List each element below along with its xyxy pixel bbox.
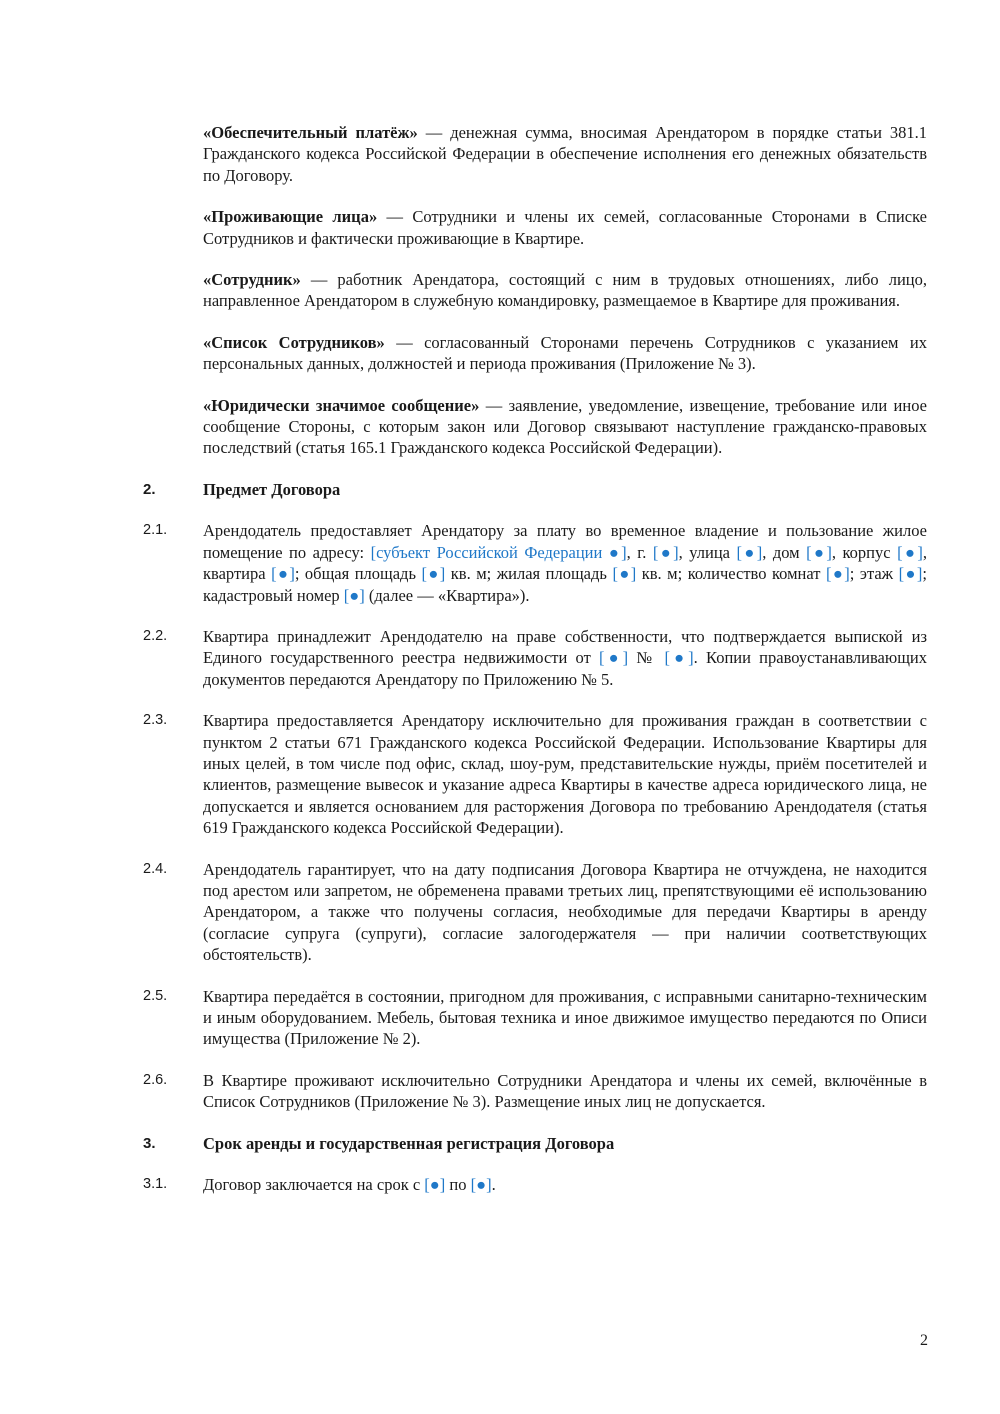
placeholder-extract-date[interactable]: [●] (599, 648, 629, 668)
definition-residents (203, 206, 927, 249)
clause-2-2 (143, 626, 927, 690)
clause-number: 2.3. (143, 712, 168, 729)
clause-text: Квартира предоставляется Арендатору исключительно для проживания граждан в соответствии с пунктом 2 статьи 671 Гражданского кодекса Российской Федерации. Использование Квартиры для иных целей, в том числе под офис, склад, шоу-рум, представительские нужды, приём посетителей и клиентов, размещение вывесок и указание адреса Квартиры в качестве адреса юридического лица, не допускается и является основанием для расторжения Договора по требованию Арендодателя (статья 619 Гражданского кодекса Российской Федерации). (203, 711, 927, 838)
section-number: 3. (143, 1134, 156, 1152)
clause-number: 2.1. (143, 522, 168, 539)
placeholder-term-from[interactable]: [●] (424, 1175, 446, 1195)
clause-2-5 (143, 986, 927, 1050)
text-run: (далее — «Квартира»). (364, 585, 530, 605)
text-run: кв. м; количество комнат (636, 564, 827, 584)
definition-text: — Сотрудники и члены их семей, согласованные Сторонами в Списке Сотрудников и фактически проживающие в Квартире. (203, 207, 927, 248)
definition-text: — заявление, уведомление, извещение, требование или иное сообщение Стороны, с которым закон или Договор связывают наступление гражданско-правовых последствий (статья 165.1 Гражданского кодекса Российской Федерации). (203, 395, 927, 458)
placeholder-term-to[interactable]: [●] (470, 1175, 492, 1195)
page-content (143, 122, 928, 1215)
placeholder-street[interactable]: [●] (736, 542, 763, 562)
clause-text: В Квартире проживают исключительно Сотрудники Арендатора и члены их семей, включённые в Список Сотрудников (Приложение № 3). Размещение иных лиц не допускается. (203, 1070, 927, 1112)
placeholder-living-area[interactable]: [●] (612, 564, 637, 584)
clause-number: 2.5. (143, 987, 168, 1004)
clause-number: 2.4. (143, 860, 168, 877)
text-run: № (628, 648, 665, 668)
page-number: 2 (920, 1332, 928, 1349)
text-run: Договор заключается на срок с (203, 1175, 425, 1195)
text-run: , г. (626, 542, 653, 562)
definition-text: — согласованный Сторонами перечень Сотрудников с указанием их персональных данных, должностей и периода проживания (Приложение № 3). (203, 332, 927, 374)
clause-number: 3.1. (143, 1176, 168, 1193)
text-run: , дом (762, 542, 807, 562)
text-run: Арендодатель предоставляет Арендатору за плату во временное владение и пользование жилое помещение по адресу: (203, 521, 927, 562)
definition-legal-message (203, 395, 927, 459)
text-run: , улица (678, 542, 737, 562)
placeholder-rooms[interactable]: [●] (826, 564, 850, 584)
placeholder-floor[interactable]: [●] (898, 564, 923, 584)
clause-3-1 (143, 1174, 927, 1195)
clause-2-3 (143, 710, 927, 838)
clause-text: Квартира передаётся в состоянии, пригодном для проживания, с исправными санитарно-техническим и иным оборудованием. Мебель, бытовая техника и иное движимое имущество передаются по Описи имущества (Приложение № 2). (203, 986, 927, 1049)
text-run: . Копии правоустанавливающих документов передаются Арендатору по Приложению № 5. (203, 648, 927, 689)
definition-text: — денежная сумма, вносимая Арендатором в порядке статьи 381.1 Гражданского кодекса Российской Федерации в обеспечение исполнения его денежных обязательств по Договору. (203, 123, 928, 185)
placeholder-total-area[interactable]: [●] (421, 564, 446, 584)
definition-term: «Обеспечительный платёж» (203, 123, 418, 142)
definition-security-payment (203, 122, 927, 186)
definition-text: — работник Арендатора, состоящий с ним в трудовых отношениях, либо лицо, направленное Арендатором в служебную командировку, размещаемое в Квартире для проживания. (203, 270, 927, 311)
clause-text (203, 1174, 927, 1195)
text-run: ; кадастровый номер (203, 564, 927, 605)
placeholder-house[interactable]: [●] (806, 542, 832, 562)
clause-2-4 (143, 859, 927, 966)
placeholder-building[interactable]: [●] (897, 542, 923, 562)
clause-text (203, 626, 927, 690)
definition-term: «Юридически значимое сообщение» (203, 395, 480, 415)
definition-employee-list (203, 332, 927, 375)
definition-term: «Сотрудник» (203, 270, 301, 290)
section-title: Срок аренды и государственная регистрация Договора (203, 1133, 615, 1153)
text-run: Квартира принадлежит Арендодателю на праве собственности, что подтверждается выпиской из Единого государственного реестра недвижимости от (203, 626, 927, 668)
clause-text (203, 520, 927, 606)
clause-text: Арендодатель гарантирует, что на дату подписания Договора Квартира не отчуждена, не находится под арестом или запретом, не обременена правами третьих лиц, препятствующими её использованию Арендатором, а также что получены согласия, необходимые для передачи Квартиры в аренду (согласие супруга (супруги), согласие залогодержателя — при наличии соответствующих обстоятельств). (203, 859, 927, 965)
text-run: ; этаж (849, 564, 899, 584)
section-2-heading (143, 479, 927, 500)
text-run: . (491, 1175, 496, 1195)
section-number: 2. (143, 480, 156, 498)
text-run: кв. м; жилая площадь (445, 564, 613, 584)
text-run: , квартира (203, 542, 927, 584)
clause-2-6 (143, 1070, 927, 1113)
placeholder-subject[interactable]: [субъект Российской Федерации ●] (370, 542, 627, 562)
text-run: , корпус (831, 542, 898, 562)
definition-employee (203, 269, 927, 312)
placeholder-cadastral[interactable]: [●] (343, 585, 365, 605)
clause-2-1 (143, 520, 927, 606)
text-run: по (445, 1175, 471, 1195)
definition-term: «Список Сотрудников» (203, 332, 385, 352)
section-title: Предмет Договора (203, 479, 341, 499)
placeholder-city[interactable]: [●] (652, 542, 679, 562)
section-3-heading (143, 1133, 927, 1154)
clause-number: 2.2. (143, 627, 168, 644)
text-run: ; общая площадь (294, 564, 422, 584)
placeholder-flat[interactable]: [●] (271, 564, 295, 584)
definition-term: «Проживающие лица» (203, 207, 378, 227)
clause-number: 2.6. (143, 1071, 168, 1088)
placeholder-extract-number[interactable]: [●] (664, 648, 694, 668)
